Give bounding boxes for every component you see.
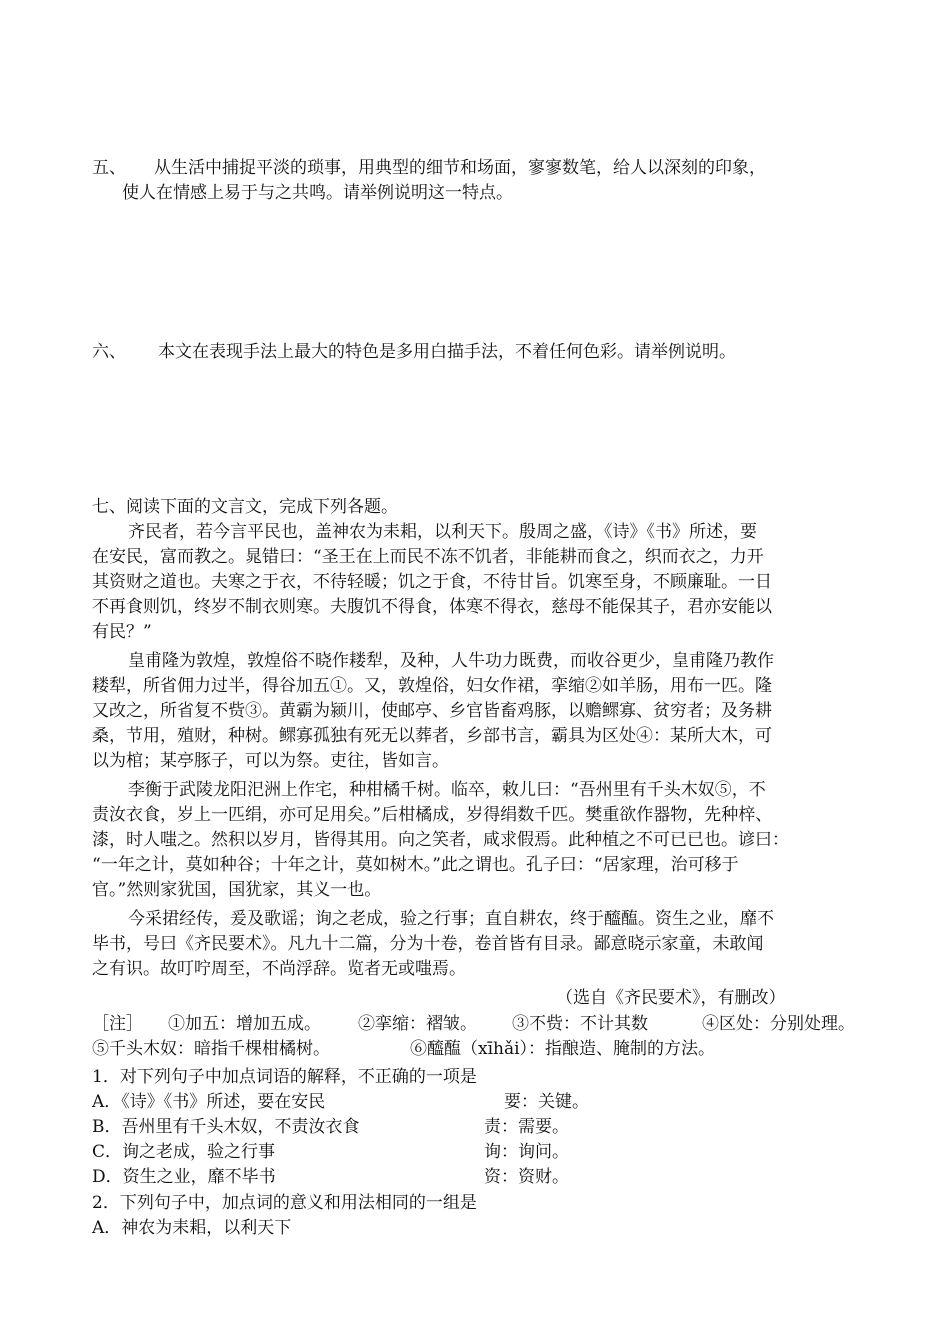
subquestion-1-option-d [92,1164,892,1190]
subquestion-1-option-b [92,1114,892,1140]
question-5-line-1 [92,155,766,181]
note-item: ④区处：分别处理。 [702,1014,855,1034]
subquestion-1-option-a [92,1089,892,1115]
passage-line: 之有识。故叮咛周至，不尚浮辞。览者无或嗤焉。 [92,959,466,979]
option-text: A．《诗》《书》所述，要在安民 [92,1092,326,1112]
passage-line: 耧犁，所省佣力过半，得谷加五①。又，敦煌俗，妇女作裙，挛缩②如羊肠，用布一匹。隆 [92,676,772,696]
notes-label: ［注］ [92,1014,143,1034]
note-item: ⑤千头木奴：暗指千棵柑橘树。 [92,1039,330,1059]
subquestion-2-option-a: A．神农为耒耜，以利天下 [92,1218,292,1238]
passage-line: 有民？” [92,622,152,642]
note-item: ②挛缩：褶皱。 [358,1014,477,1034]
passage-line: 其资财之道也。夫寒之于衣，不待轻暖；饥之于食，不待甘旨。饥寒至身，不顾廉耻。一日 [92,572,772,592]
passage-line: 李衡于武陵龙阳汜洲上作宅，种柑橘千树。临卒，敕儿曰：“吾州里有千头木奴⑤，不 [128,780,766,800]
note-item: ①加五：增加五成。 [168,1014,321,1034]
question-5-text-1: 从生活中捕捉平淡的琐事，用典型的细节和场面，寥寥数笔，给人以深刻的印象， [154,158,766,178]
passage-line: 在安民，富而教之。晁错曰：“圣王在上而民不冻不饥者，非能耕而食之，织而衣之，力开 [92,547,764,567]
notes-line-2 [92,1036,892,1062]
passage-line: 今采捃经传，爰及歌谣；询之老成，验之行事；直自耕农，终于醯醢。资生之业，靡不 [128,909,774,929]
subquestion-1-stem: 1．对下列句子中加点词语的解释，不正确的一项是 [92,1067,477,1087]
question-7-heading: 七、阅读下面的文言文，完成下列各题。 [92,497,398,517]
passage-line: 官。”然则家犹国，国犹家，其义一也。 [92,880,382,900]
option-text: B．吾州里有千头木奴，不责汝衣食 [92,1117,360,1137]
passage-line: 皇甫隆为敦煌，敦煌俗不晓作耧犁，及种，人牛功力既费，而收谷更少，皇甫隆乃教作 [128,651,774,671]
notes-line-1 [92,1011,892,1037]
passage-source: （选自《齐民要术》，有删改） [556,988,786,1008]
passage-line: 又改之，所省复不赀③。黄霸为颍川，使邮亭、乡官皆畜鸡豚，以赡鳏寡、贫穷者；及务耕 [92,701,772,721]
question-6-text: 本文在表现手法上最大的特色是多用白描手法，不着任何色彩。请举例说明。 [158,342,736,362]
passage-line: 毕书，号曰《齐民要术》。凡九十二篇，分为十卷，卷首皆有目录。鄙意晓示家童，未敢闻 [92,934,764,954]
option-explanation: 询：询问。 [484,1142,569,1162]
passage-line: 责汝衣食，岁上一匹绢，亦可足用矣。”后柑橘成，岁得绢数千匹。樊重欲作器物，先种梓、 [92,805,773,825]
option-text: C．询之老成，验之行事 [92,1142,276,1162]
question-5-number: 五、 [92,158,126,178]
option-explanation: 要：关键。 [504,1092,589,1112]
option-explanation: 责：需要。 [484,1117,569,1137]
note-item: ③不赀：不计其数 [512,1014,648,1034]
question-6-line [92,339,736,365]
passage-line: 桑，节用，殖财，种树。鳏寡孤独有死无以葬者，乡部书言，霸具为区处④：某所大木，可 [92,726,772,746]
passage-line: 以为棺；某亭豚子，可以为祭。吏往，皆如言。 [92,751,449,771]
question-6-number: 六、 [92,342,126,362]
passage-line: 不再食则饥，终岁不制衣则寒。夫腹饥不得食，体寒不得衣，慈母不能保其子，君亦安能以 [92,597,772,617]
passage-line: “一年之计，莫如种谷；十年之计，莫如树木。”此之谓也。孔子曰：“居家理，治可移于 [92,855,739,875]
question-5-line-2: 使人在情感上易于与之共鸣。请举例说明这一特点。 [122,183,513,203]
option-explanation: 资：资财。 [484,1167,569,1187]
passage-line: 齐民者，若今言平民也，盖神农为耒耜，以利天下。殷周之盛，《诗》《书》所述，要 [128,522,757,542]
note-item: ⑥醯醢（xīhǎi）：指酿造、腌制的方法。 [410,1039,716,1059]
subquestion-2-stem: 2．下列句子中，加点词的意义和用法相同的一组是 [92,1193,477,1213]
subquestion-1-option-c [92,1139,892,1165]
option-text: D．资生之业，靡不毕书 [92,1167,276,1187]
passage-line: 漆，时人嗤之。然积以岁月，皆得其用。向之笑者，咸求假焉。此种植之不可已已也。谚曰： [92,830,789,850]
